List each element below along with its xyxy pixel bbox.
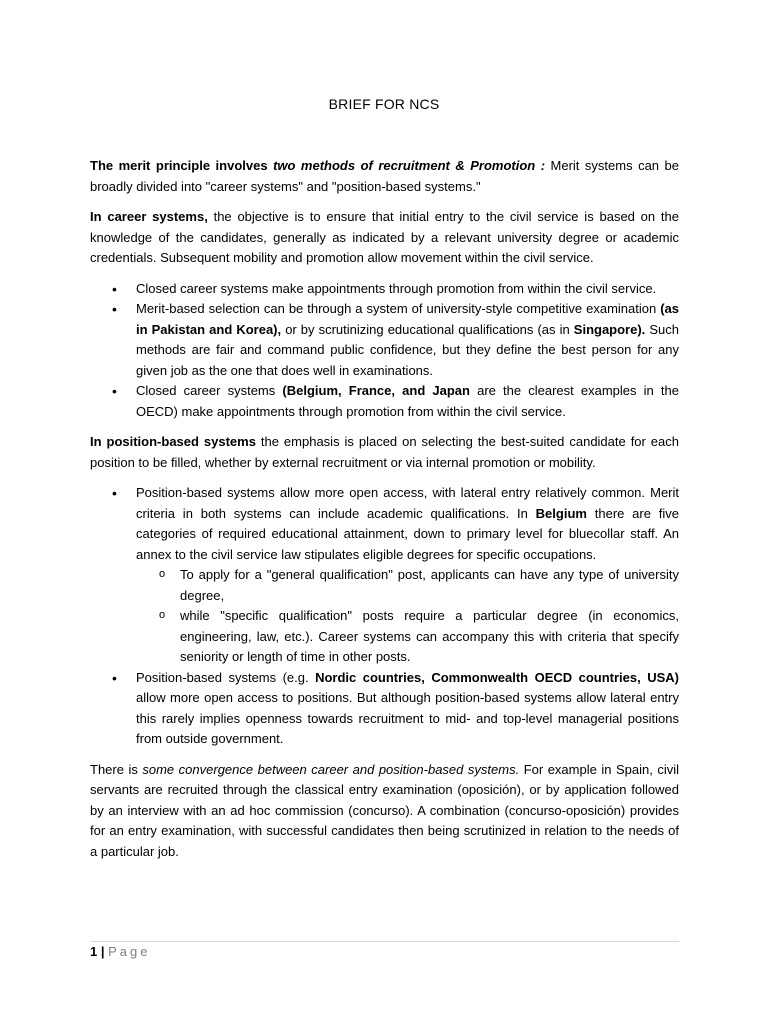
career-bullet-3-text-b: are the clearest examples in the OECD) make appointments through promotion from within the civil service.: [136, 383, 679, 419]
convergence-paragraph: [90, 760, 679, 863]
career-bullet-2: [90, 299, 679, 381]
position-sub-item-1: [136, 565, 679, 606]
intro-text: Merit systems can be broadly divided into "career systems" and "position-based systems.": [90, 158, 679, 194]
position-bullet-2-text-a: Position-based systems (e.g.: [136, 669, 316, 685]
position-sub-list: [136, 565, 679, 668]
position-bullet-list: [90, 483, 679, 750]
position-sub-item-2-text: while "specific qualification" posts require a particular degree (in economics, engineering, law, etc.). Career systems can accompany this with criteria that specify seniority or length of time in other posts.: [180, 608, 679, 664]
career-bullet-2-bold-a: (as in Pakistan and Korea),: [136, 301, 679, 337]
career-bullet-2-text-a: Merit-based selection can be through a system of university-style competitive examination: [136, 301, 661, 316]
career-bullet-3: [90, 381, 679, 422]
convergence-text-b: For example in Spain, civil servants are recruited through the classical entry examination (oposición), or by application followed by an interview with an ad hoc commission (concurso). A combination (concurso-oposición) provides for an entry examination, with successful candidates then being scrutinized in relation to the needs of a particular job.: [90, 761, 680, 859]
page-word: Page: [108, 944, 151, 959]
position-sub-item-2: [136, 606, 679, 668]
page-number: 1: [90, 944, 98, 959]
position-sub-item-1-text: To apply for a "general qualification" post, applicants can have any type of university degree,: [180, 567, 679, 603]
career-lead: In career systems,: [90, 209, 208, 224]
career-text: the objective is to ensure that initial entry to the civil service is based on the knowledge of the candidates, generally as indicated by a relevant university degree or academic credentials. Subsequent mobility and promotion allow movement within the civil service.: [90, 209, 680, 265]
document-body: [90, 156, 679, 872]
career-bullet-3-bold: (Belgium, France, and Japan: [282, 383, 470, 398]
page-separator: |: [100, 944, 105, 959]
career-bullet-2-bold-b: Singapore).: [573, 321, 646, 337]
position-bullet-1: [90, 483, 679, 668]
intro-bold-italic: two methods of recruitment & Promotion :: [273, 158, 546, 173]
career-bullet-3-text-a: Closed career systems: [136, 383, 283, 398]
page-footer: [90, 942, 151, 963]
position-bullet-1-text-a: Position-based systems allow more open access, with lateral entry relatively common. Merit criteria in both systems can include academic qualifications. In: [136, 485, 679, 521]
intro-paragraph: [90, 156, 679, 197]
career-paragraph: [90, 207, 679, 269]
convergence-text-a: There is: [90, 761, 143, 777]
career-bullet-2-text-c: Such methods are fair and command public confidence, but they define the best person for any given job as the one that does well in examinations.: [136, 321, 679, 378]
intro-bold: The merit principle involves: [90, 158, 274, 173]
convergence-italic: some convergence between career and position-based systems.: [142, 761, 520, 777]
career-bullet-1: [90, 279, 679, 300]
document-title: BRIEF FOR NCS: [328, 96, 440, 112]
position-text: the emphasis is placed on selecting the best-suited candidate for each position to be filled, whether by external recruitment or via internal promotion or mobility.: [90, 434, 680, 470]
position-bullet-2-bold: Nordic countries, Commonwealth OECD countries, USA): [315, 669, 679, 685]
career-bullet-2-text-b: or by scrutinizing educational qualifications (as in: [281, 321, 574, 337]
position-bullet-2: [90, 668, 679, 750]
career-bullet-1-text: Closed career systems make appointments through promotion from within the civil service.: [136, 280, 657, 296]
position-bullet-1-bold: Belgium: [535, 505, 587, 521]
position-lead: In position-based systems: [90, 434, 256, 449]
position-paragraph: [90, 432, 679, 473]
position-bullet-2-text-b: allow more open access to positions. But although position-based systems allow lateral entry this rarely implies openness towards recruitment to mid- and top-level managerial positions from outside government.: [136, 690, 679, 746]
career-bullet-list: [90, 279, 679, 423]
footer-divider: [90, 941, 679, 942]
position-bullet-1-text-b: there are five categories of required educational attainment, down to primary level for bluecollar staff. An annex to the civil service law stipulates eligible degrees for specific occupations.: [136, 505, 679, 562]
